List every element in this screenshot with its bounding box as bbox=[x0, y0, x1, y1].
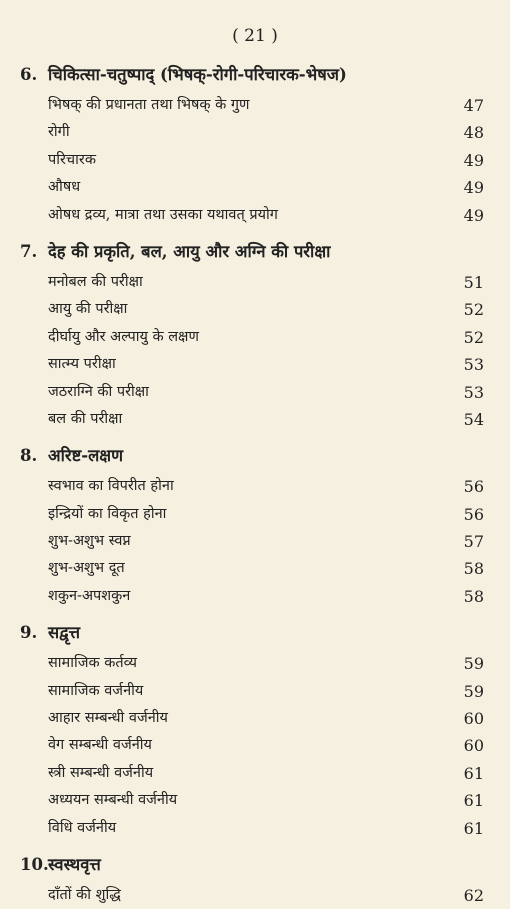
toc-entry bbox=[0, 787, 510, 814]
section-title: देह की प्रकृति, बल, आयु और अग्नि की परीक्षा bbox=[48, 241, 331, 261]
entry-title: मनोबल की परीक्षा bbox=[48, 273, 143, 290]
entry-page: 53 bbox=[463, 382, 484, 402]
toc-entry bbox=[0, 678, 510, 705]
entry-page: 57 bbox=[463, 532, 484, 552]
toc-entry bbox=[0, 202, 510, 229]
entry-title: इन्द्रियों का विकृत होना bbox=[48, 505, 167, 522]
table-of-contents bbox=[0, 58, 510, 909]
toc-section-6 bbox=[0, 58, 510, 229]
entry-page: 61 bbox=[463, 818, 484, 838]
entry-title: सामाजिक वर्जनीय bbox=[48, 682, 144, 699]
entry-title: औषध bbox=[48, 179, 81, 196]
toc-entry bbox=[0, 174, 510, 201]
entry-page: 52 bbox=[463, 327, 484, 347]
toc-section-9 bbox=[0, 616, 510, 842]
toc-entry bbox=[0, 555, 510, 582]
section-title: चिकित्सा-चतुष्पाद् (भिषक्-रोगी-परिचारक-भेषज) bbox=[48, 65, 347, 84]
entry-title: शुभ-अशुभ दूत bbox=[48, 560, 125, 577]
entry-page: 47 bbox=[463, 96, 484, 115]
entry-page: 61 bbox=[463, 791, 484, 811]
toc-entry bbox=[0, 92, 510, 119]
entry-page: 53 bbox=[463, 355, 484, 375]
entry-page: 54 bbox=[463, 409, 484, 429]
entry-page: 59 bbox=[463, 654, 484, 674]
toc-entry bbox=[0, 705, 510, 732]
toc-entry bbox=[0, 296, 510, 323]
entry-page: 62 bbox=[463, 885, 484, 905]
section-number: 9. bbox=[20, 623, 38, 643]
entry-page: 61 bbox=[463, 763, 484, 783]
toc-entry bbox=[0, 406, 510, 433]
section-heading bbox=[0, 235, 510, 269]
toc-section-7 bbox=[0, 235, 510, 433]
toc-entry bbox=[0, 147, 510, 174]
entry-title: विधि वर्जनीय bbox=[48, 819, 117, 836]
section-title: सद्वृत्त bbox=[48, 623, 81, 643]
section-heading bbox=[0, 58, 510, 92]
section-heading bbox=[0, 616, 510, 650]
entry-page: 49 bbox=[463, 150, 484, 170]
entry-page: 58 bbox=[463, 586, 484, 606]
section-heading bbox=[0, 848, 510, 882]
entry-page: 51 bbox=[463, 272, 484, 292]
entry-title: सामाजिक कर्तव्य bbox=[48, 655, 138, 672]
entry-title: बल की परीक्षा bbox=[48, 410, 123, 427]
toc-entry bbox=[0, 379, 510, 406]
entry-title: अध्ययन सम्बन्धी वर्जनीय bbox=[48, 792, 178, 809]
entry-page: 52 bbox=[463, 300, 484, 320]
entry-page: 56 bbox=[463, 477, 484, 497]
entry-page: 49 bbox=[463, 178, 484, 198]
entry-title: दाँतों की शुद्धि bbox=[48, 886, 121, 903]
entry-title: आयु की परीक्षा bbox=[48, 301, 128, 318]
entry-title: भिषक् की प्रधानता तथा भिषक् के गुण bbox=[48, 97, 250, 113]
toc-entry bbox=[0, 269, 510, 296]
toc-entry bbox=[0, 583, 510, 610]
section-number: 6. bbox=[20, 65, 38, 84]
entry-title: ओषध द्रव्य, मात्रा तथा उसका यथावत् प्रयोग bbox=[48, 206, 278, 223]
entry-title: स्त्री सम्बन्धी वर्जनीय bbox=[48, 764, 154, 781]
entry-title: शकुन-अपशकुन bbox=[48, 587, 131, 604]
entry-title: दीर्घायु और अल्पायु के लक्षण bbox=[48, 328, 199, 345]
entry-title: शुभ-अशुभ स्वप्न bbox=[48, 533, 131, 550]
toc-entry bbox=[0, 760, 510, 787]
toc-section-8 bbox=[0, 439, 510, 610]
toc-entry bbox=[0, 882, 510, 909]
page-number: ( 21 ) bbox=[232, 26, 278, 46]
toc-entry bbox=[0, 815, 510, 842]
entry-title: स्वभाव का विपरीत होना bbox=[48, 478, 174, 495]
entry-title: वेग सम्बन्धी वर्जनीय bbox=[48, 737, 152, 754]
toc-entry bbox=[0, 351, 510, 378]
section-heading bbox=[0, 439, 510, 473]
entry-page: 48 bbox=[463, 123, 484, 143]
toc-entry bbox=[0, 119, 510, 146]
entry-page: 60 bbox=[463, 709, 484, 729]
toc-entry bbox=[0, 501, 510, 528]
entry-title: सात्म्य परीक्षा bbox=[48, 356, 116, 373]
section-number: 8. bbox=[20, 446, 38, 466]
entry-title: रोगी bbox=[48, 124, 70, 141]
toc-entry bbox=[0, 650, 510, 677]
toc-entry bbox=[0, 732, 510, 759]
entry-title: जठराग्नि की परीक्षा bbox=[48, 383, 149, 400]
entry-page: 56 bbox=[463, 504, 484, 524]
entry-page: 58 bbox=[463, 559, 484, 579]
toc-entry bbox=[0, 473, 510, 500]
toc-entry bbox=[0, 324, 510, 351]
toc-entry bbox=[0, 528, 510, 555]
entry-title: आहार सम्बन्धी वर्जनीय bbox=[48, 710, 168, 727]
entry-page: 49 bbox=[463, 205, 484, 225]
entry-page: 60 bbox=[463, 736, 484, 756]
entry-page: 59 bbox=[463, 681, 484, 701]
section-number: 7. bbox=[20, 241, 38, 261]
entry-title: परिचारक bbox=[48, 151, 96, 168]
section-number: 10. bbox=[20, 854, 49, 874]
section-title: स्वस्थवृत्त bbox=[48, 854, 101, 874]
section-title: अरिष्ट-लक्षण bbox=[48, 446, 124, 466]
